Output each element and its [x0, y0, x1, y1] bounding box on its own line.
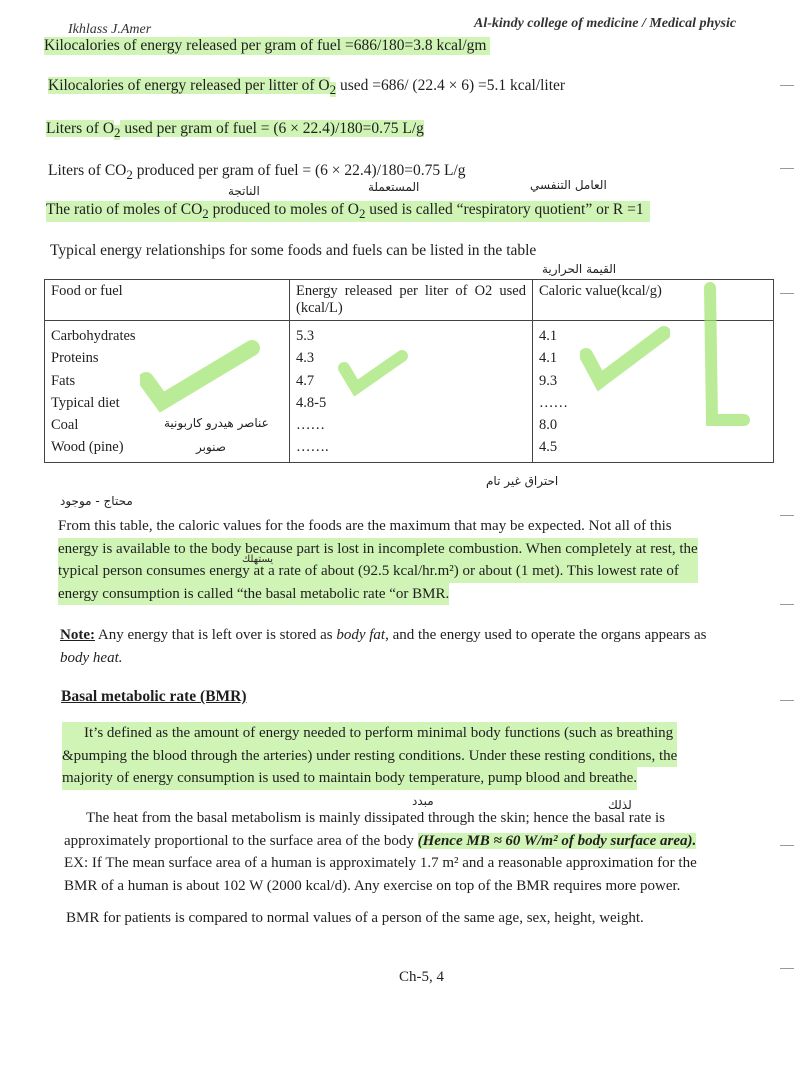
energy-carbohydrates: 5.3 [296, 328, 315, 344]
arabic-note-dissipated: مبدد [412, 794, 434, 808]
scan-mark [780, 968, 794, 969]
food-coal: Coal [51, 417, 79, 434]
food-typical-diet: Typical diet [51, 394, 120, 411]
highlight-bracket-mark [700, 280, 750, 430]
scan-mark [780, 604, 794, 605]
para2-line2: &pumping the blood through the arteries) under resting conditions. Under these resting conditions, the [62, 745, 677, 768]
arabic-note-caloric-value: القيمة الحرارية [542, 262, 617, 276]
arabic-note-pine: صنوبر [196, 440, 226, 454]
energy-wood: ……. [296, 439, 329, 456]
liters-o2-line: Liters of $O_2$ used per gram of fuel = (6 × 22.4)/180=0.75 L/g [46, 120, 424, 141]
arabic-note-needed: محتاج - موجود [60, 494, 133, 508]
caloric-wood: 4.5 [539, 439, 558, 456]
arabic-note-respiratory-factor: العامل التنفسي [530, 178, 607, 192]
note-paragraph: Note: Any energy that is left over is stored as body fat, and the energy used to operate the organs appears as body heat. [60, 627, 707, 666]
caloric-values-paragraph [58, 515, 698, 605]
para1-line1: From this table, the caloric values for the foods are the maximum that may be expected. Not all of this [58, 518, 672, 534]
header-caloric: Caloric value(kcal/g) [533, 280, 774, 321]
respiratory-quotient-line: The ratio of moles of $CO_2$ produced to moles of $O_2$ used is called “respiratory quotient” or R =1 [46, 201, 650, 222]
para1-line3: typical person consumes energy at a rate of about (92.5 kcal/hr.m²) or about (1 met). This lowest rate of [58, 560, 698, 583]
caloric-coal: 8.0 [539, 417, 558, 434]
para3-line4: BMR of a human is about 102 W (2000 kcal/d). Any exercise on top of the BMR requires more power. [64, 877, 681, 894]
energy-typical-diet: 4.8-5 [296, 394, 327, 411]
para3-line1: The heat from the basal metabolism is mainly dissipated through the skin; hence the basal rate is [86, 810, 666, 826]
energy-coal: …… [296, 417, 325, 434]
food-fats: Fats [51, 372, 76, 389]
para1-line2: energy is available to the body because part is lost in incomplete combustion. When completely at rest, the [58, 538, 698, 561]
highlight-check-mark [338, 350, 408, 400]
energy-proteins: 4.3 [296, 350, 315, 367]
basal-heat-paragraph [64, 807, 697, 897]
arabic-note-used: المستعملة [368, 180, 420, 194]
food-proteins: Proteins [51, 350, 99, 367]
arabic-note-consumes: يستهلك [242, 554, 274, 565]
highlight-check-mark [140, 340, 260, 420]
para3-line3: EX: If The mean surface area of a human is approximately 1.7 m² and a reasonable approximation for the [64, 855, 697, 871]
scan-mark [780, 845, 794, 846]
scan-mark [780, 700, 794, 701]
college-name: Al-kindy college of medicine / Medical physic [474, 16, 737, 31]
scan-mark [780, 85, 794, 86]
para1-line4: energy consumption is called “the basal metabolic rate “or BMR. [58, 583, 449, 606]
caloric-fats: 9.3 [539, 372, 558, 389]
caloric-typical-diet: …… [539, 394, 568, 411]
arabic-note-hence: لذلك [608, 798, 632, 812]
header-energy: Energy released per liter of O2 used (kcal/L) [290, 280, 533, 321]
para3-line2: approximately proportional to the surface area of the body (Hence MB ≈ 60 W/m² of body surface area). [64, 832, 697, 849]
bmr-heading: Basal metabolic rate (BMR) [61, 688, 247, 705]
table-header-row [45, 280, 774, 321]
bmr-definition-paragraph [62, 722, 677, 790]
food-carbohydrates: Carbohydrates [51, 328, 136, 344]
caloric-carbohydrates: 4.1 [539, 328, 558, 344]
note-label: Note: [60, 627, 95, 643]
page-number: Ch-5, 4 [399, 969, 444, 985]
energy-fats: 4.7 [296, 372, 315, 389]
author-name: Ikhlass J.Amer [68, 22, 152, 37]
header-food: Food or fuel [45, 280, 290, 321]
highlight-check-mark [580, 325, 670, 395]
para2-line1: It’s defined as the amount of energy needed to perform minimal body functions (such as breathing [62, 722, 677, 745]
food-wood: Wood (pine) [51, 439, 124, 456]
kcal-per-liter-line: Kilocalories of energy released per litter of $O_2$ used =686/ (22.4 × 6) =5.1 kcal/liter [48, 77, 566, 98]
scan-mark [780, 293, 794, 294]
kcal-per-gram-line: Kilocalories of energy released per gram of fuel =686/180=3.8 kcal/gm [44, 37, 490, 55]
arabic-note-incomplete: احتراق غير تام [486, 474, 559, 488]
bmr-patients-line: BMR for patients is compared to normal values of a person of the same age, sex, height, weight. [66, 910, 644, 926]
arabic-note-product: الناتجة [228, 184, 260, 198]
liters-co2-line: Liters of $CO_2$ produced per gram of fuel = (6 × 22.4)/180=0.75 L/g [48, 162, 466, 183]
table-intro-line: Typical energy relationships for some foods and fuels can be listed in the table [50, 242, 537, 259]
scan-mark [780, 168, 794, 169]
scan-mark [780, 515, 794, 516]
para2-line3: majority of energy consumption is used to maintain body temperature, pump blood and breathe. [62, 767, 637, 790]
energy-column [290, 321, 533, 463]
arabic-note-hydrocarbon: عناصر هيدرو كاربونية [164, 416, 269, 430]
caloric-proteins: 4.1 [539, 350, 558, 367]
